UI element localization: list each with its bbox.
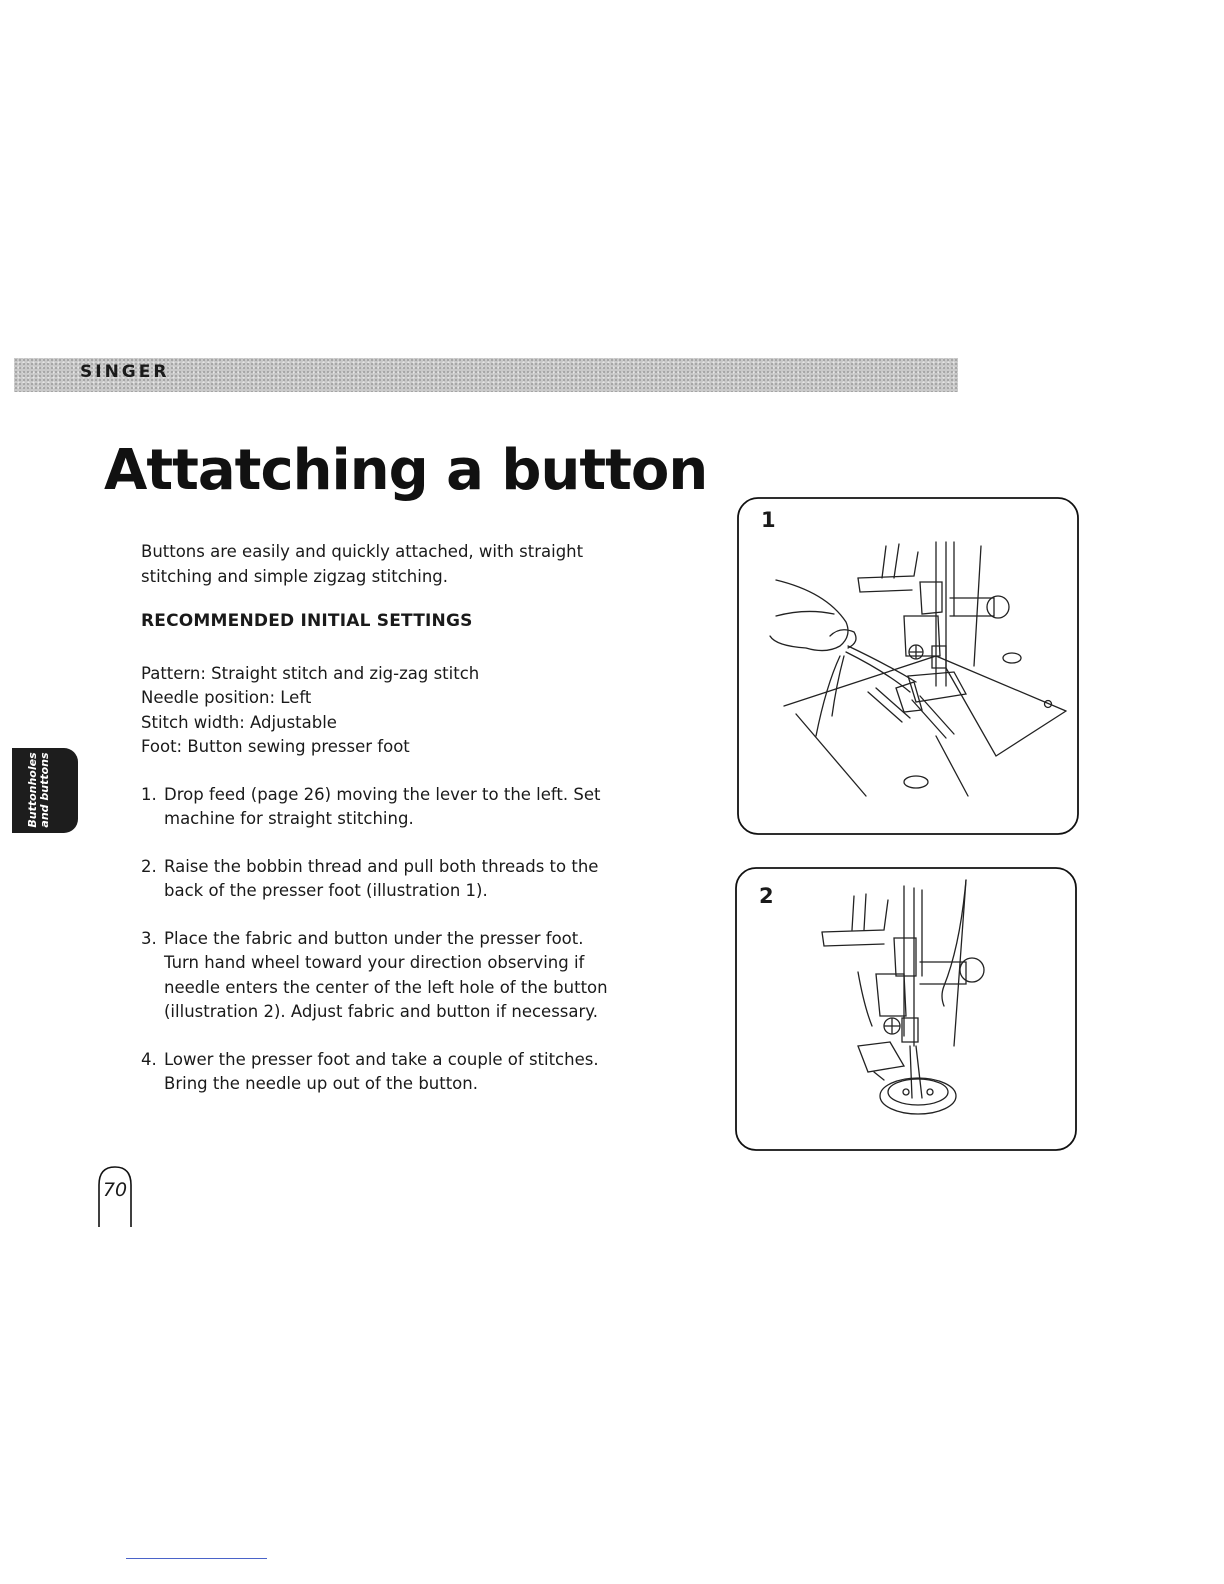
divider-line [126,1558,267,1559]
chapter-tab-label [27,752,51,827]
step-item [141,783,611,832]
setting-pattern: Pattern: Straight stitch and zig-zag stitch [141,663,480,683]
step-item [141,855,611,904]
illustration-label-1: 1 [761,508,776,532]
setting-foot: Foot: Button sewing presser foot [141,737,410,756]
illustration-panel-2 [734,866,1078,1152]
setting-needle-position: Needle position: Left [141,688,312,707]
intro-paragraph [141,540,611,589]
setting-stitch-width: Stitch width: Adjustable [141,712,337,732]
step-item [141,1048,611,1097]
step-number: 2. [141,856,157,876]
settings-list [141,662,611,760]
intro-line-2: stitching and simple zigzag stitching. [141,566,449,586]
settings-heading: RECOMMENDED INITIAL SETTINGS [141,611,473,631]
step-text: Lower the presser foot and take a couple of stitches. Bring the needle up out of the button. [164,1049,599,1093]
step-text: Raise the bobbin thread and pull both threads to the back of the presser foot (illustration 1). [164,856,599,900]
presser-foot-thread-illustration-icon [736,496,1080,836]
step-text: Drop feed (page 26) moving the lever to the left. Set machine for straight stitching. [164,784,601,828]
chapter-tab-line-1: Buttonholes [26,752,39,828]
step-item [141,927,611,1025]
brand-logo: SINGER [80,362,170,382]
content-column [141,540,611,1120]
step-number: 1. [141,784,157,804]
steps-list [141,783,611,1097]
step-number: 4. [141,1049,157,1069]
page-number: 70 [102,1179,128,1201]
step-text: Place the fabric and button under the presser foot. Turn hand wheel toward your direction observing if needle enters the center of the left hole of the button (illustration 2). Adjust fabric and button if necessary. [164,928,608,1021]
illustration-panel-1 [736,496,1080,836]
illustration-label-2: 2 [759,884,774,908]
chapter-tab-line-2: and buttons [38,752,51,828]
button-sewing-foot-illustration-icon [734,866,1078,1152]
page-title: Attatching a button [104,438,708,503]
intro-line-1: Buttons are easily and quickly attached, with straight [141,542,584,561]
step-number: 3. [141,928,157,948]
